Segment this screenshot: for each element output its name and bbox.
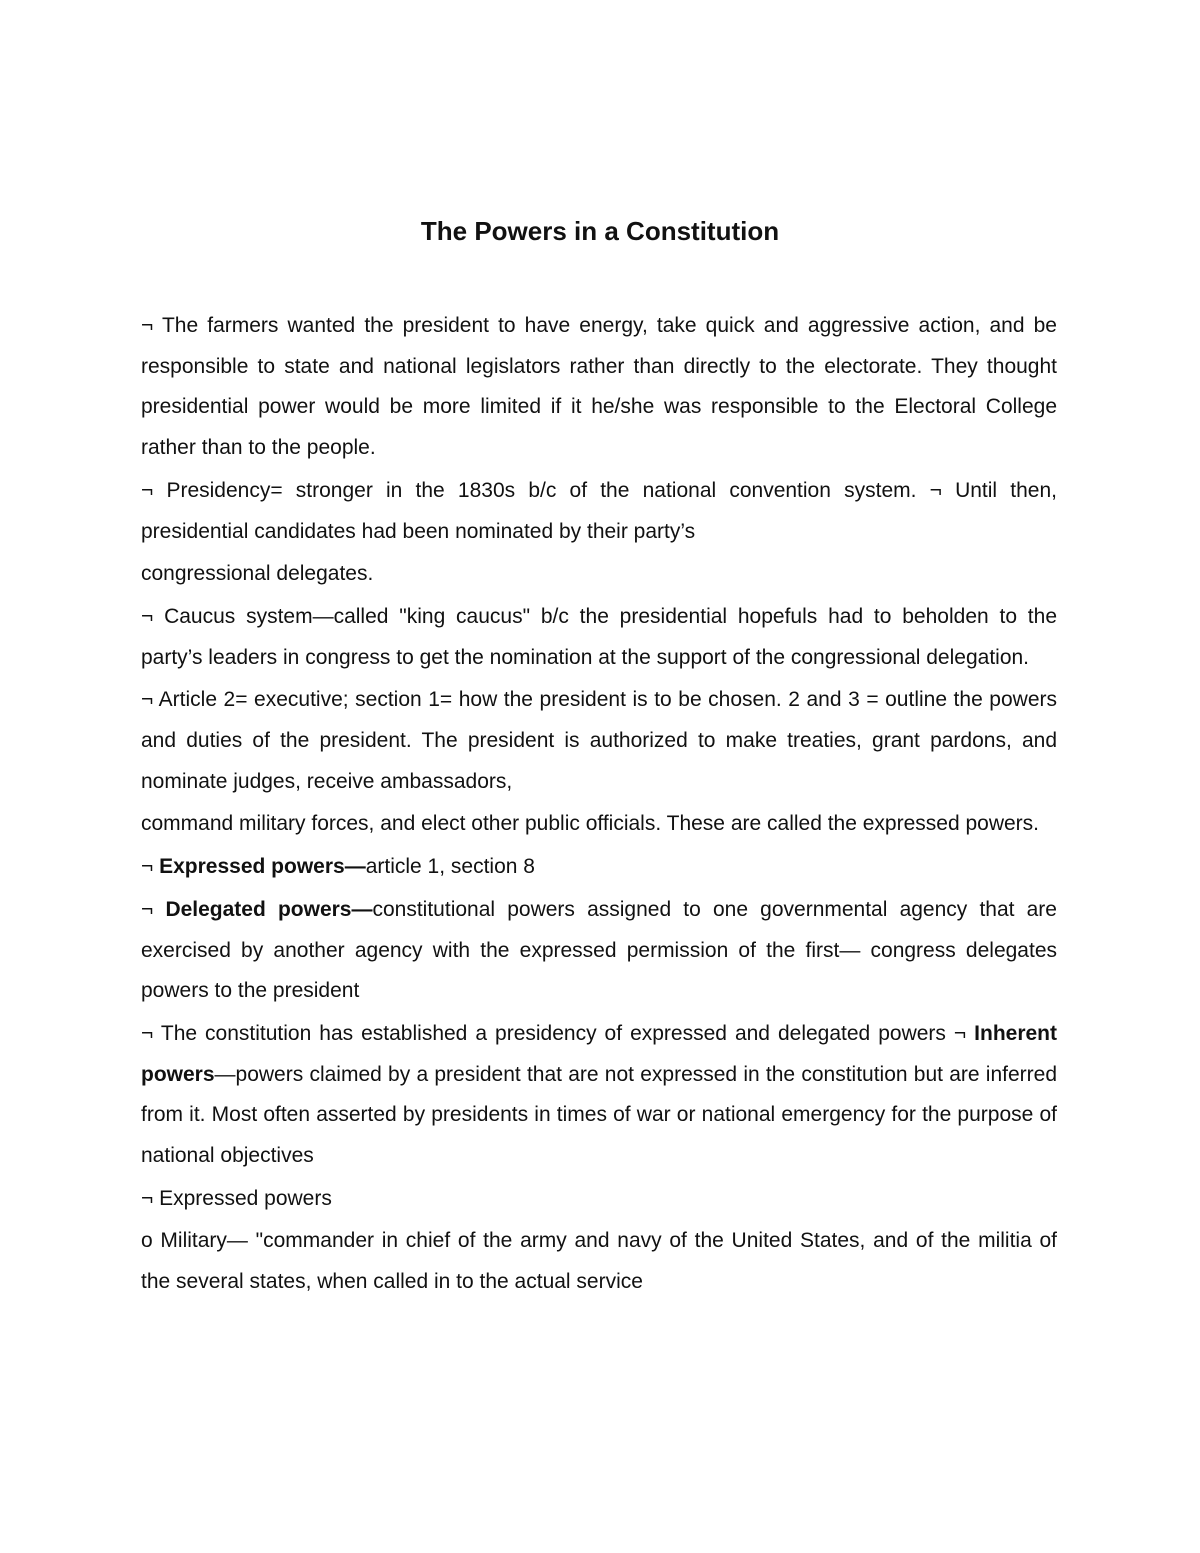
- bullet-symbol: ¬: [141, 897, 166, 921]
- paragraph-caucus-system: ¬ Caucus system—called "king caucus" b/c the presidential hopefuls had to beholden to the party’s leaders in congress to get the nomination at the support of the congressional delegation.: [141, 604, 1057, 669]
- paragraph-delegated-powers: [141, 890, 1057, 1012]
- paragraph-military: o Military— "commander in chief of the army and navy of the United States, and of the militia of the several states, when called in to the actual service: [141, 1229, 1057, 1294]
- paragraph-article-2-continued: command military forces, and elect other public officials. These are called the expressed powers.: [141, 812, 1039, 836]
- bullet-symbol: ¬: [141, 855, 160, 879]
- constitution-statement: ¬ The constitution has established a presidency of expressed and delegated powers ¬: [141, 1021, 975, 1045]
- definition-expressed-powers: article 1, section 8: [365, 855, 535, 879]
- paragraph-article-2: ¬ Article 2= executive; section 1= how the president is to be chosen. 2 and 3 = outline the powers and duties of the president. The president is authorized to make treaties, grant pardons, and nominate judges, receive ambassadors,: [141, 688, 1057, 793]
- definition-delegated-powers: constitutional powers assigned to one governmental agency that are exercised by another agency with the expressed permission of the first— congress delegates powers to the president: [141, 897, 1057, 1003]
- paragraph-presidency: ¬ Presidency= stronger in the 1830s b/c of the national convention system. ¬ Until then, presidential candidates had been nominated by their party’s: [141, 478, 1057, 543]
- term-delegated-powers: Delegated powers—: [165, 897, 373, 921]
- term-inherent-powers: Inherent powers: [141, 1021, 1057, 1086]
- document-body: [141, 306, 1057, 1305]
- paragraph-farmers: ¬ The farmers wanted the president to have energy, take quick and aggressive action, and be responsible to state and national legislators rather than directly to the electorate. They thought presidential power would be more limited if it he/she was responsible to the Electoral College rather than to the people.: [141, 314, 1057, 460]
- term-expressed-powers: Expressed powers—: [159, 855, 366, 879]
- document-title: The Powers in a Constitution: [420, 216, 780, 246]
- paragraph-expressed-powers-heading: ¬ Expressed powers: [141, 1186, 332, 1210]
- paragraph-expressed-powers: [141, 847, 1057, 888]
- definition-inherent-powers: —powers claimed by a president that are not expressed in the constitution but are inferred from it. Most often asserted by presidents in times of war or national emergency for the purpose of national objectives: [141, 1062, 1057, 1168]
- paragraph-inherent-powers: [141, 1014, 1057, 1177]
- paragraph-presidency-continued: congressional delegates.: [141, 562, 374, 586]
